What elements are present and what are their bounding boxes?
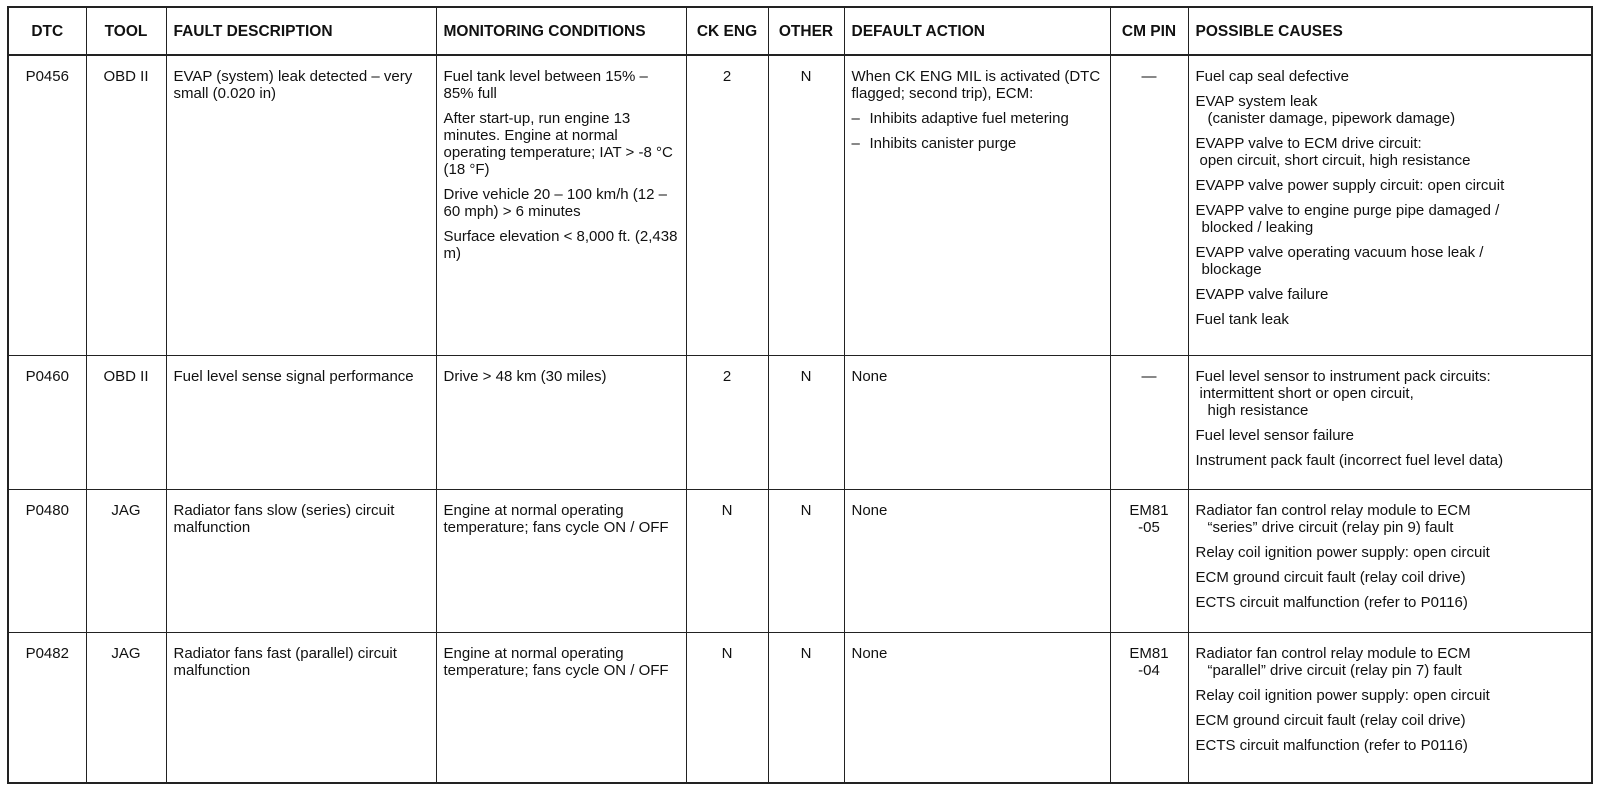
- dtc-code: P0482: [8, 633, 86, 783]
- cause-item: [1196, 502, 1585, 536]
- default-action-item: – Inhibits canister purge: [851, 135, 1017, 152]
- default-action: [844, 55, 1110, 355]
- cm-pin-line: EM81: [1129, 502, 1169, 520]
- header-fault-description: FAULT DESCRIPTION: [166, 7, 436, 55]
- other-cell: N: [768, 355, 844, 490]
- cause-text: Relay coil ignition power supply: open circuit: [1195, 544, 1490, 562]
- ck-eng-cell: 2: [686, 355, 768, 490]
- cm-pin-cell: [1110, 633, 1188, 783]
- cm-pin-line: -05: [1138, 519, 1160, 537]
- cause-text: Fuel level sensor to instrument pack circuits:: [1195, 367, 1491, 385]
- cause-item: [1196, 594, 1585, 611]
- cause-item: [1196, 286, 1585, 303]
- default-action: [844, 490, 1110, 633]
- cm-pin-cell: —: [1110, 355, 1188, 490]
- cause-text: ECM ground circuit fault (relay coil drive): [1195, 712, 1466, 730]
- header-tool: TOOL: [86, 7, 166, 55]
- header-cm-pin: CM PIN: [1110, 7, 1188, 55]
- cause-item: [1196, 177, 1585, 194]
- monitoring-line: Drive vehicle 20 – 100 km/h (12 – 60 mph) > 6 minutes: [443, 186, 667, 220]
- fault-description: Radiator fans slow (series) circuit malfunction: [166, 490, 436, 633]
- cause-text: EVAPP valve to engine purge pipe damaged /: [1195, 202, 1500, 219]
- cause-text: EVAPP valve to ECM drive circuit:: [1195, 135, 1422, 152]
- table-row: [8, 633, 1592, 783]
- monitoring-line: Drive > 48 km (30 miles): [443, 367, 607, 385]
- dtc-table: [7, 6, 1593, 784]
- header-ck-eng: CK ENG: [686, 7, 768, 55]
- monitoring-conditions: [436, 490, 686, 633]
- cause-text: Fuel cap seal defective: [1195, 68, 1349, 85]
- possible-causes: [1188, 490, 1592, 633]
- other-cell: N: [768, 55, 844, 355]
- header-other: OTHER: [768, 7, 844, 55]
- header-monitoring-conditions: MONITORING CONDITIONS: [436, 7, 686, 55]
- header-row: [8, 7, 1592, 55]
- tool-cell: JAG: [86, 633, 166, 783]
- default-action-intro: None: [851, 502, 888, 520]
- table-row: [8, 490, 1592, 633]
- cause-subtext: (canister damage, pipework damage): [1207, 110, 1456, 127]
- possible-causes: [1188, 55, 1592, 355]
- cause-subtext: high resistance: [1207, 401, 1309, 419]
- tool-cell: OBD II: [86, 55, 166, 355]
- cause-subtext: “parallel” drive circuit (relay pin 7) fault: [1207, 662, 1462, 680]
- monitoring-line: Fuel tank level between 15% – 85% full: [443, 68, 648, 102]
- cause-text: EVAPP valve operating vacuum hose leak /: [1195, 244, 1484, 261]
- header-default-action: DEFAULT ACTION: [844, 7, 1110, 55]
- cause-item: [1196, 68, 1585, 85]
- dtc-code: P0480: [8, 490, 86, 633]
- table-row: [8, 355, 1592, 490]
- cm-pin-cell: —: [1110, 55, 1188, 355]
- cause-text: EVAPP valve failure: [1195, 286, 1329, 303]
- cause-subtext: open circuit, short circuit, high resistance: [1199, 152, 1471, 169]
- cause-item: [1196, 645, 1585, 679]
- ck-eng-cell: 2: [686, 55, 768, 355]
- monitoring-conditions: [436, 633, 686, 783]
- cause-subtext: blockage: [1201, 261, 1262, 278]
- cm-pin-line: -04: [1138, 662, 1160, 680]
- default-action: [844, 355, 1110, 490]
- cause-item: [1196, 712, 1585, 729]
- cm-pin-cell: [1110, 490, 1188, 633]
- cause-item: [1196, 427, 1585, 444]
- monitoring-conditions: [436, 55, 686, 355]
- cause-text: Relay coil ignition power supply: open circuit: [1195, 687, 1490, 705]
- cause-text: Fuel tank leak: [1195, 311, 1289, 328]
- ck-eng-cell: N: [686, 490, 768, 633]
- cause-item: [1196, 544, 1585, 561]
- monitoring-line: After start-up, run engine 13 minutes. Engine at normal operating temperature; IAT > -8 °C (18 °F): [443, 110, 673, 178]
- other-cell: N: [768, 633, 844, 783]
- fault-description: Fuel level sense signal performance: [166, 355, 436, 490]
- cause-item: [1196, 93, 1585, 127]
- possible-causes: [1188, 633, 1592, 783]
- cause-item: [1196, 737, 1585, 754]
- cause-item: [1196, 135, 1585, 169]
- cause-text: Fuel level sensor failure: [1195, 426, 1354, 444]
- cause-item: [1196, 368, 1585, 419]
- cause-text: Instrument pack fault (incorrect fuel level data): [1195, 451, 1504, 469]
- monitoring-conditions: [436, 355, 686, 490]
- monitoring-line: Surface elevation < 8,000 ft. (2,438 m): [443, 228, 678, 262]
- table-row: [8, 55, 1592, 355]
- possible-causes: [1188, 355, 1592, 490]
- cause-item: [1196, 202, 1585, 236]
- cause-subtext: intermittent short or open circuit,: [1199, 384, 1414, 402]
- cause-text: ECM ground circuit fault (relay coil drive): [1195, 569, 1466, 587]
- default-action-item-text: Inhibits adaptive fuel metering: [869, 110, 1069, 127]
- cause-item: [1196, 687, 1585, 704]
- cause-item: [1196, 311, 1585, 328]
- dtc-code: P0460: [8, 355, 86, 490]
- cause-text: Radiator fan control relay module to ECM: [1195, 502, 1471, 520]
- tool-cell: JAG: [86, 490, 166, 633]
- fault-description: Radiator fans fast (parallel) circuit malfunction: [166, 633, 436, 783]
- default-action-item: – Inhibits adaptive fuel metering: [851, 110, 1069, 127]
- ck-eng-cell: N: [686, 633, 768, 783]
- default-action-intro: None: [851, 367, 888, 385]
- cm-pin-line: EM81: [1129, 645, 1169, 663]
- monitoring-line: Engine at normal operating temperature; fans cycle ON / OFF: [443, 502, 669, 537]
- tool-cell: OBD II: [86, 355, 166, 490]
- cause-subtext: blocked / leaking: [1201, 219, 1314, 236]
- fault-description: EVAP (system) leak detected – very small (0.020 in): [166, 55, 436, 355]
- header-possible-causes: POSSIBLE CAUSES: [1188, 7, 1592, 55]
- header-dtc: DTC: [8, 7, 86, 55]
- cause-text: EVAP system leak: [1195, 93, 1318, 110]
- other-cell: N: [768, 490, 844, 633]
- cause-item: [1196, 569, 1585, 586]
- cause-item: [1196, 452, 1585, 469]
- cause-text: ECTS circuit malfunction (refer to P0116): [1195, 737, 1468, 755]
- cause-item: [1196, 244, 1585, 278]
- dtc-code: P0456: [8, 55, 86, 355]
- cause-text: Radiator fan control relay module to ECM: [1195, 645, 1471, 663]
- default-action: [844, 633, 1110, 783]
- default-action-intro: When CK ENG MIL is activated (DTC flagged; second trip), ECM:: [851, 68, 1101, 102]
- cause-text: ECTS circuit malfunction (refer to P0116): [1195, 594, 1468, 612]
- monitoring-line: Engine at normal operating temperature; fans cycle ON / OFF: [443, 645, 669, 680]
- default-action-intro: None: [851, 645, 888, 663]
- cause-text: EVAPP valve power supply circuit: open circuit: [1195, 177, 1505, 194]
- default-action-item-text: Inhibits canister purge: [869, 135, 1017, 152]
- cause-subtext: “series” drive circuit (relay pin 9) fault: [1207, 519, 1454, 537]
